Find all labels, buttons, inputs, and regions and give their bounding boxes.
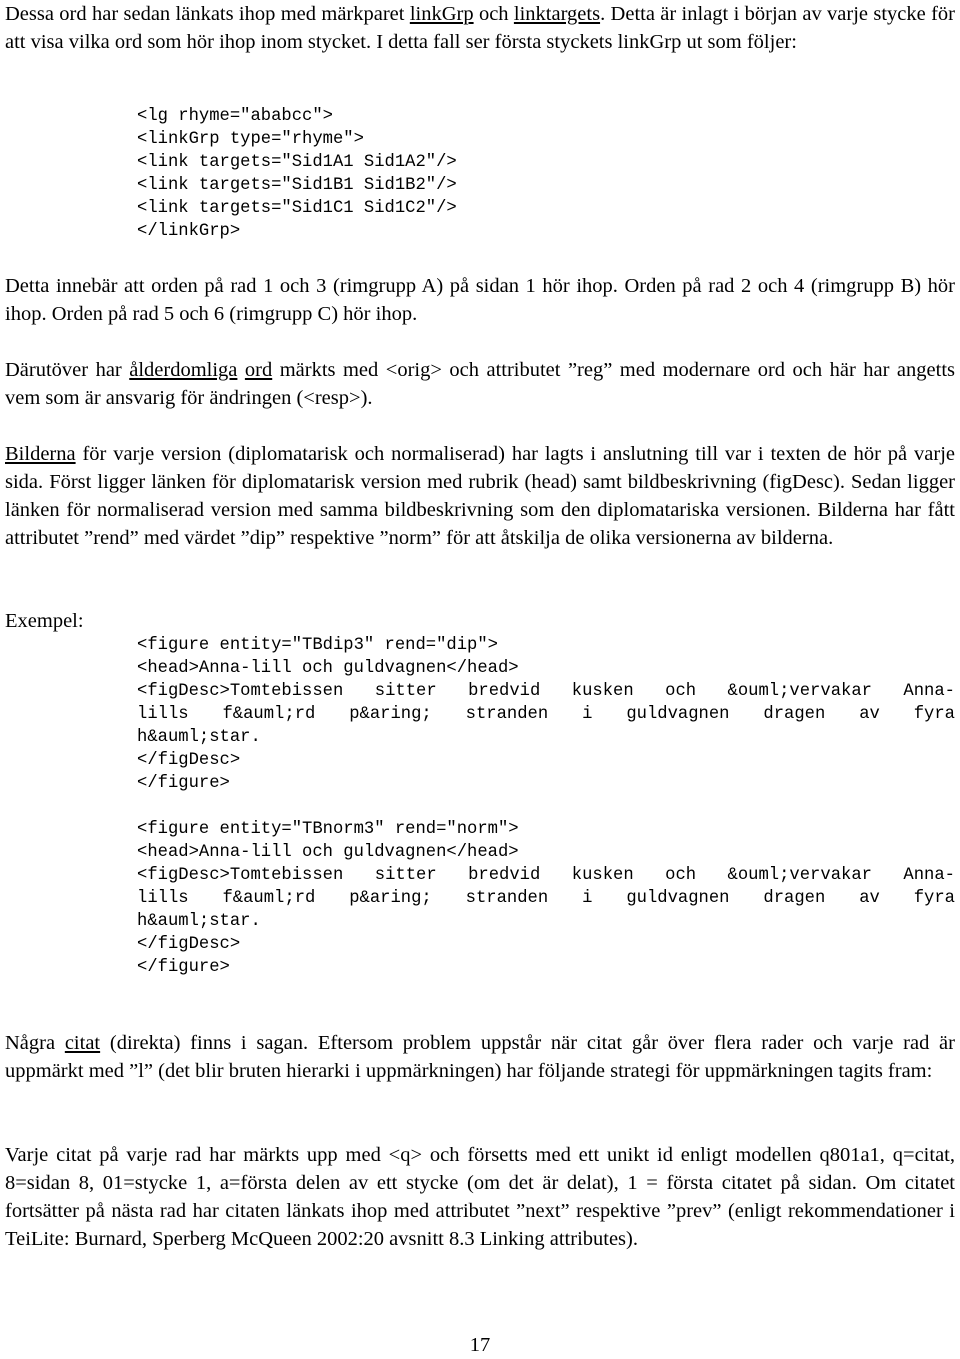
code-line: <lg rhyme="ababcc"> [137,107,333,126]
link-ord[interactable]: ord [244,359,273,381]
quotes-text-end: (direkta) finns i sagan. Eftersom problem uppstår när citat går över flera rader och varje rad är uppmärkt med ”l” (det blir bruten hierarki i uppmärkningen) har följande strategi för uppmärkningen tagits fram: [5,1032,955,1082]
code-line: </linkGrp> [137,222,241,241]
code-line: h&auml;star. [137,728,261,747]
archaic-words-paragraph [5,356,955,412]
code-line: <link targets="Sid1B1 Sid1B2"/> [137,176,457,195]
link-linkgrp[interactable]: linkGrp [409,3,474,25]
code-line: <linkGrp type="rhyme"> [137,130,364,149]
code-line: <figure entity="TBdip3" rend="dip"> [137,636,498,655]
code-line: </figDesc> [137,935,241,954]
code-line: <head>Anna-lill och guldvagnen</head> [137,843,519,862]
archaic-text-end: märkts med <orig> och attributet ”reg” med modernare ord och här har angetts vem som är ansvarig för ändringen (<resp>). [5,359,955,409]
code-line: <link targets="Sid1A1 Sid1A2"/> [137,153,457,172]
code-line: </figure> [137,958,230,977]
intro-text-end: . Detta är inlagt i början av varje stycke för att visa vilka ord som hör ihop inom stycket. I detta fall ser första styckets linkGrp ut som följer: [5,3,955,53]
code-line: </figure> [137,774,230,793]
code-line: <figure entity="TBnorm3" rend="norm"> [137,820,519,839]
link-bilderna[interactable]: Bilderna [5,443,76,465]
code-line: <figDesc>Tomtebissen sitter bredvid kusken och &ouml;vervakar Anna- [137,866,955,885]
archaic-text-start: Därutöver har [5,359,130,381]
code-line: h&auml;star. [137,912,261,931]
code-line: </figDesc> [137,751,241,770]
space [237,359,244,381]
code-line: <head>Anna-lill och guldvagnen</head> [137,659,519,678]
images-paragraph [5,440,955,552]
images-text: för varje version (diplomatarisk och normaliserad) har lagts i anslutning till var i texten de hör på varje sida. Först ligger länken för diplomatarisk version med rubrik (head) samt bildbeskrivning (figDesc). Sedan ligger länken för normaliserad version med samma bildbeskrivning som den diplomatariska versionen. Bilderna har fått attributet ”rend” med värdet ”dip” respektive ”norm” för att åtskilja de olika versionerna av bilderna. [5,443,955,549]
link-alderdomliga[interactable]: ålderdomliga [129,359,238,381]
link-linktargets[interactable]: linktargets [513,3,601,25]
intro-paragraph [5,0,955,56]
example-label: Exempel: [5,610,84,632]
quotes-paragraph [5,1029,955,1085]
code-line: <link targets="Sid1C1 Sid1C2"/> [137,199,457,218]
link-citat[interactable]: citat [64,1032,101,1054]
code-line: lills f&auml;rd p&aring; stranden i guldvagnen dragen av fyra [137,705,955,724]
code-line: lills f&auml;rd p&aring; stranden i guldvagnen dragen av fyra [137,889,955,908]
page-number: 17 [469,1334,491,1356]
intro-text-start: Dessa ord har sedan länkats ihop med märkparet [5,3,410,25]
code-line: <figDesc>Tomtebissen sitter bredvid kusken och &ouml;vervakar Anna- [137,682,955,701]
rhyme-explanation-paragraph: Detta innebär att orden på rad 1 och 3 (rimgrupp A) på sidan 1 hör ihop. Orden på rad 2 och 4 (rimgrupp B) hör ihop. Orden på rad 5 och 6 (rimgrupp C) hör ihop. [5,275,955,325]
intro-text-and: och [473,3,514,25]
quote-markup-paragraph: Varje citat på varje rad har märkts upp med <q> och försetts med ett unikt id enligt modellen q801a1, q=citat, 8=sidan 8, 01=stycke 1, a=första delen av ett stycke (om det är delat), 1 = första citatet på sidan. Om citatet fortsätter på nästa rad har citaten länkats ihop med attributet ”next” respektive ”prev” (enligt rekommendationer i TeiLite: Burnard, Sperberg McQueen 2002:20 avsnitt 8.3 Linking attributes). [5,1144,955,1250]
quotes-text-start: Några [5,1032,65,1054]
